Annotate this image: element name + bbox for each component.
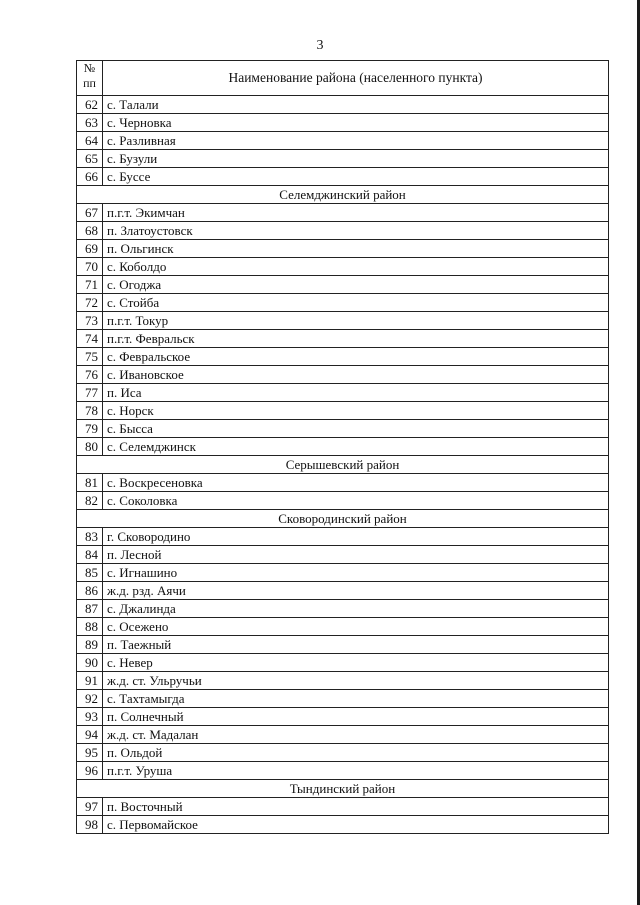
settlement-row xyxy=(77,168,609,186)
settlement-name: ж.д. ст. Ульручьи xyxy=(103,672,609,690)
settlement-name: с. Талали xyxy=(103,96,609,114)
row-number: 66 xyxy=(77,168,103,186)
settlement-name: п.г.т. Уруша xyxy=(103,762,609,780)
district-name: Селемджинский район xyxy=(77,186,609,204)
settlement-name: п. Лесной xyxy=(103,546,609,564)
settlement-name: с. Норск xyxy=(103,402,609,420)
settlement-name: с. Бузули xyxy=(103,150,609,168)
row-number: 96 xyxy=(77,762,103,780)
row-number: 68 xyxy=(77,222,103,240)
settlement-name: с. Буссе xyxy=(103,168,609,186)
header-row xyxy=(77,61,609,96)
row-number: 84 xyxy=(77,546,103,564)
table-header xyxy=(77,61,609,96)
row-number: 78 xyxy=(77,402,103,420)
row-number: 76 xyxy=(77,366,103,384)
row-number: 77 xyxy=(77,384,103,402)
settlement-name: с. Ивановское xyxy=(103,366,609,384)
settlement-name: с. Тахтамыгда xyxy=(103,690,609,708)
row-number: 64 xyxy=(77,132,103,150)
settlement-row xyxy=(77,816,609,834)
row-number: 92 xyxy=(77,690,103,708)
settlement-name: с. Соколовка xyxy=(103,492,609,510)
settlement-row xyxy=(77,384,609,402)
settlement-row xyxy=(77,150,609,168)
row-number: 97 xyxy=(77,798,103,816)
row-number: 62 xyxy=(77,96,103,114)
settlement-row xyxy=(77,564,609,582)
row-number: 80 xyxy=(77,438,103,456)
header-number-cell xyxy=(77,61,103,96)
settlement-row xyxy=(77,132,609,150)
row-number: 63 xyxy=(77,114,103,132)
settlement-row xyxy=(77,240,609,258)
row-number: 75 xyxy=(77,348,103,366)
row-number: 81 xyxy=(77,474,103,492)
settlement-row xyxy=(77,96,609,114)
settlement-row xyxy=(77,600,609,618)
settlement-row xyxy=(77,348,609,366)
settlement-row xyxy=(77,474,609,492)
district-row xyxy=(77,186,609,204)
settlement-row xyxy=(77,762,609,780)
settlement-row xyxy=(77,582,609,600)
settlement-name: п. Таежный xyxy=(103,636,609,654)
settlement-row xyxy=(77,654,609,672)
settlement-name: г. Сковородино xyxy=(103,528,609,546)
settlement-name: п. Ольдой xyxy=(103,744,609,762)
settlement-name: с. Бысса xyxy=(103,420,609,438)
settlement-name: с. Стойба xyxy=(103,294,609,312)
settlement-row xyxy=(77,636,609,654)
district-row xyxy=(77,456,609,474)
settlement-row xyxy=(77,312,609,330)
settlement-name: с. Игнашино xyxy=(103,564,609,582)
row-number: 93 xyxy=(77,708,103,726)
settlement-name: с. Селемджинск xyxy=(103,438,609,456)
settlement-name: ж.д. рзд. Аячи xyxy=(103,582,609,600)
settlement-row xyxy=(77,204,609,222)
settlement-name: с. Огоджа xyxy=(103,276,609,294)
settlement-row xyxy=(77,546,609,564)
row-number: 73 xyxy=(77,312,103,330)
header-number-symbol: № xyxy=(83,61,96,75)
settlement-name: с. Первомайское xyxy=(103,816,609,834)
settlement-row xyxy=(77,690,609,708)
settlement-name: с. Февральское xyxy=(103,348,609,366)
district-name: Сковородинский район xyxy=(77,510,609,528)
settlement-row xyxy=(77,258,609,276)
row-number: 88 xyxy=(77,618,103,636)
settlement-row xyxy=(77,402,609,420)
settlement-row xyxy=(77,114,609,132)
settlement-name: п. Солнечный xyxy=(103,708,609,726)
row-number: 94 xyxy=(77,726,103,744)
settlement-row xyxy=(77,222,609,240)
row-number: 90 xyxy=(77,654,103,672)
district-row xyxy=(77,510,609,528)
settlement-row xyxy=(77,528,609,546)
settlement-row xyxy=(77,492,609,510)
settlement-row xyxy=(77,798,609,816)
row-number: 83 xyxy=(77,528,103,546)
row-number: 85 xyxy=(77,564,103,582)
settlement-row xyxy=(77,276,609,294)
settlement-name: с. Воскресеновка xyxy=(103,474,609,492)
header-title: Наименование района (населенного пункта) xyxy=(103,61,609,96)
table-body xyxy=(77,96,609,834)
row-number: 70 xyxy=(77,258,103,276)
settlement-name: ж.д. ст. Мадалан xyxy=(103,726,609,744)
row-number: 86 xyxy=(77,582,103,600)
row-number: 91 xyxy=(77,672,103,690)
page-number: 3 xyxy=(316,38,324,53)
row-number: 69 xyxy=(77,240,103,258)
settlement-name: с. Черновка xyxy=(103,114,609,132)
row-number: 67 xyxy=(77,204,103,222)
settlement-row xyxy=(77,420,609,438)
settlement-row xyxy=(77,744,609,762)
settlement-row xyxy=(77,618,609,636)
row-number: 71 xyxy=(77,276,103,294)
row-number: 72 xyxy=(77,294,103,312)
row-number: 74 xyxy=(77,330,103,348)
district-row xyxy=(77,780,609,798)
settlements-table xyxy=(76,60,609,834)
settlement-row xyxy=(77,294,609,312)
row-number: 65 xyxy=(77,150,103,168)
row-number: 79 xyxy=(77,420,103,438)
settlement-name: п. Восточный xyxy=(103,798,609,816)
settlement-name: п.г.т. Токур xyxy=(103,312,609,330)
row-number: 98 xyxy=(77,816,103,834)
settlement-row xyxy=(77,366,609,384)
settlement-row xyxy=(77,330,609,348)
district-name: Тындинский район xyxy=(77,780,609,798)
settlement-name: п. Ольгинск xyxy=(103,240,609,258)
settlement-name: п.г.т. Февральск xyxy=(103,330,609,348)
settlement-name: п. Златоустовск xyxy=(103,222,609,240)
settlement-name: п.г.т. Экимчан xyxy=(103,204,609,222)
settlement-name: с. Невер xyxy=(103,654,609,672)
row-number: 95 xyxy=(77,744,103,762)
header-number-abbr: пп xyxy=(83,76,96,90)
district-name: Серышевский район xyxy=(77,456,609,474)
row-number: 87 xyxy=(77,600,103,618)
settlement-row xyxy=(77,438,609,456)
settlement-name: п. Иса xyxy=(103,384,609,402)
row-number: 89 xyxy=(77,636,103,654)
settlement-row xyxy=(77,672,609,690)
row-number: 82 xyxy=(77,492,103,510)
settlement-name: с. Коболдо xyxy=(103,258,609,276)
settlement-row xyxy=(77,708,609,726)
settlement-name: с. Разливная xyxy=(103,132,609,150)
settlement-name: с. Джалинда xyxy=(103,600,609,618)
settlement-name: с. Осежено xyxy=(103,618,609,636)
settlement-row xyxy=(77,726,609,744)
